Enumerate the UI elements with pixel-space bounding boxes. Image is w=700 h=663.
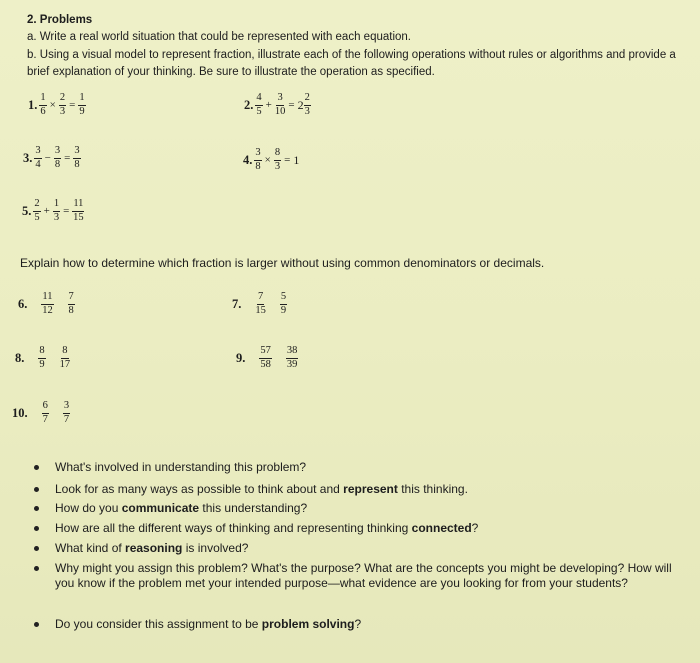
- equals-sign: =: [288, 99, 295, 111]
- bullet-item: How do you communicate this understanding?: [34, 501, 674, 516]
- bullet-dot: [34, 506, 39, 511]
- bullet-dot: [34, 622, 39, 627]
- fraction: $\frac{7}{8}$: [68, 291, 74, 316]
- fraction: $\frac{3}{8}$: [54, 145, 61, 170]
- problem-number: 10.: [12, 405, 28, 420]
- comparison-9: [236, 346, 298, 370]
- equation-2: [244, 93, 311, 117]
- fraction: $\frac{11}{15}$: [73, 198, 84, 223]
- mixed-number: 2 $\frac{2}{3}$: [297, 92, 310, 117]
- bullet-item: Do you consider this assignment to be problem solving?: [34, 617, 674, 632]
- part-b-instruction: b. Using a visual model to represent fraction, illustrate each of the following operations without rules or algorithms and provide a: [27, 49, 676, 61]
- operator: +: [265, 99, 272, 111]
- problem-number: 4.: [243, 152, 253, 167]
- fraction: $\frac{3}{10}$: [274, 92, 286, 117]
- fraction: $\frac{3}{7}$: [63, 400, 70, 425]
- fraction: $\frac{2}{3}$: [59, 92, 66, 117]
- fraction: $\frac{5}{9}$: [280, 291, 287, 316]
- equation-5: [22, 199, 84, 223]
- equation-3: [23, 146, 81, 170]
- fraction: $\frac{6}{7}$: [42, 400, 48, 425]
- result-whole: 1: [293, 152, 300, 167]
- fraction: $\frac{57}{58}$: [260, 345, 271, 370]
- fraction: $\frac{7}{15}$: [255, 291, 266, 316]
- bullet-item: Why might you assign this problem? What's the purpose? What are the concepts you might be developing? How will you know if the problem met your intended purpose—what evidence are you looking for from your students?: [34, 561, 694, 591]
- bullet-dot: [34, 526, 39, 531]
- fraction: $\frac{1}{3}$: [53, 198, 60, 223]
- equals-sign: =: [284, 154, 291, 166]
- equals-sign: =: [63, 205, 70, 217]
- part-a-instruction: a. Write a real world situation that could be represented with each equation.: [27, 31, 411, 43]
- part-b-instruction-cont: brief explanation of your thinking. Be sure to illustrate the operation as specified.: [27, 66, 435, 78]
- problem-number: 6.: [18, 296, 28, 311]
- bullet-dot: [34, 487, 39, 492]
- bullet-dot: [34, 546, 39, 551]
- fraction: $\frac{38}{39}$: [286, 345, 298, 370]
- problem-number: 7.: [232, 296, 242, 311]
- equation-1: [28, 93, 86, 117]
- fraction: $\frac{4}{5}$: [256, 92, 262, 117]
- fraction: $\frac{3}{8}$: [255, 147, 261, 172]
- problem-number: 2.: [244, 97, 254, 112]
- equation-4: [243, 148, 299, 172]
- problem-number: 3.: [23, 150, 33, 165]
- equals-sign: =: [69, 99, 76, 111]
- fraction: $\frac{3}{8}$: [74, 145, 80, 170]
- fraction: $\frac{8}{9}$: [39, 345, 45, 370]
- comparison-10: [12, 401, 70, 425]
- fraction: $\frac{1}{9}$: [79, 92, 85, 117]
- problem-number: 1.: [28, 97, 38, 112]
- problem-number: 9.: [236, 350, 246, 365]
- bullet-dot: [34, 566, 39, 571]
- section-title: 2. Problems: [27, 14, 93, 26]
- operator: ×: [264, 154, 271, 166]
- bullet-dot: [34, 465, 39, 470]
- comparison-8: [15, 346, 70, 370]
- equals-sign: =: [64, 152, 71, 164]
- bullet-item: What's involved in understanding this problem?: [34, 460, 674, 475]
- bullet-item: What kind of reasoning is involved?: [34, 541, 674, 556]
- operator: ×: [49, 99, 56, 111]
- fraction: $\frac{11}{12}$: [42, 291, 53, 316]
- bullet-item: Look for as many ways as possible to think about and represent this thinking.: [34, 482, 674, 497]
- fraction: $\frac{1}{6}$: [40, 92, 46, 117]
- fraction: $\frac{8}{17}$: [59, 345, 71, 370]
- problem-number: 5.: [22, 203, 32, 218]
- explain-instruction: Explain how to determine which fraction is larger without using common denominators or decimals.: [20, 256, 545, 270]
- comparison-7: [232, 292, 287, 316]
- fraction: $\frac{2}{5}$: [34, 198, 40, 223]
- fraction: $\frac{8}{3}$: [274, 147, 281, 172]
- operator: −: [44, 152, 51, 164]
- operator: +: [43, 205, 50, 217]
- comparison-6: [18, 292, 75, 316]
- fraction: $\frac{3}{4}$: [35, 145, 41, 170]
- problem-number: 8.: [15, 350, 25, 365]
- bullet-item: How are all the different ways of thinking and representing thinking connected?: [34, 521, 674, 536]
